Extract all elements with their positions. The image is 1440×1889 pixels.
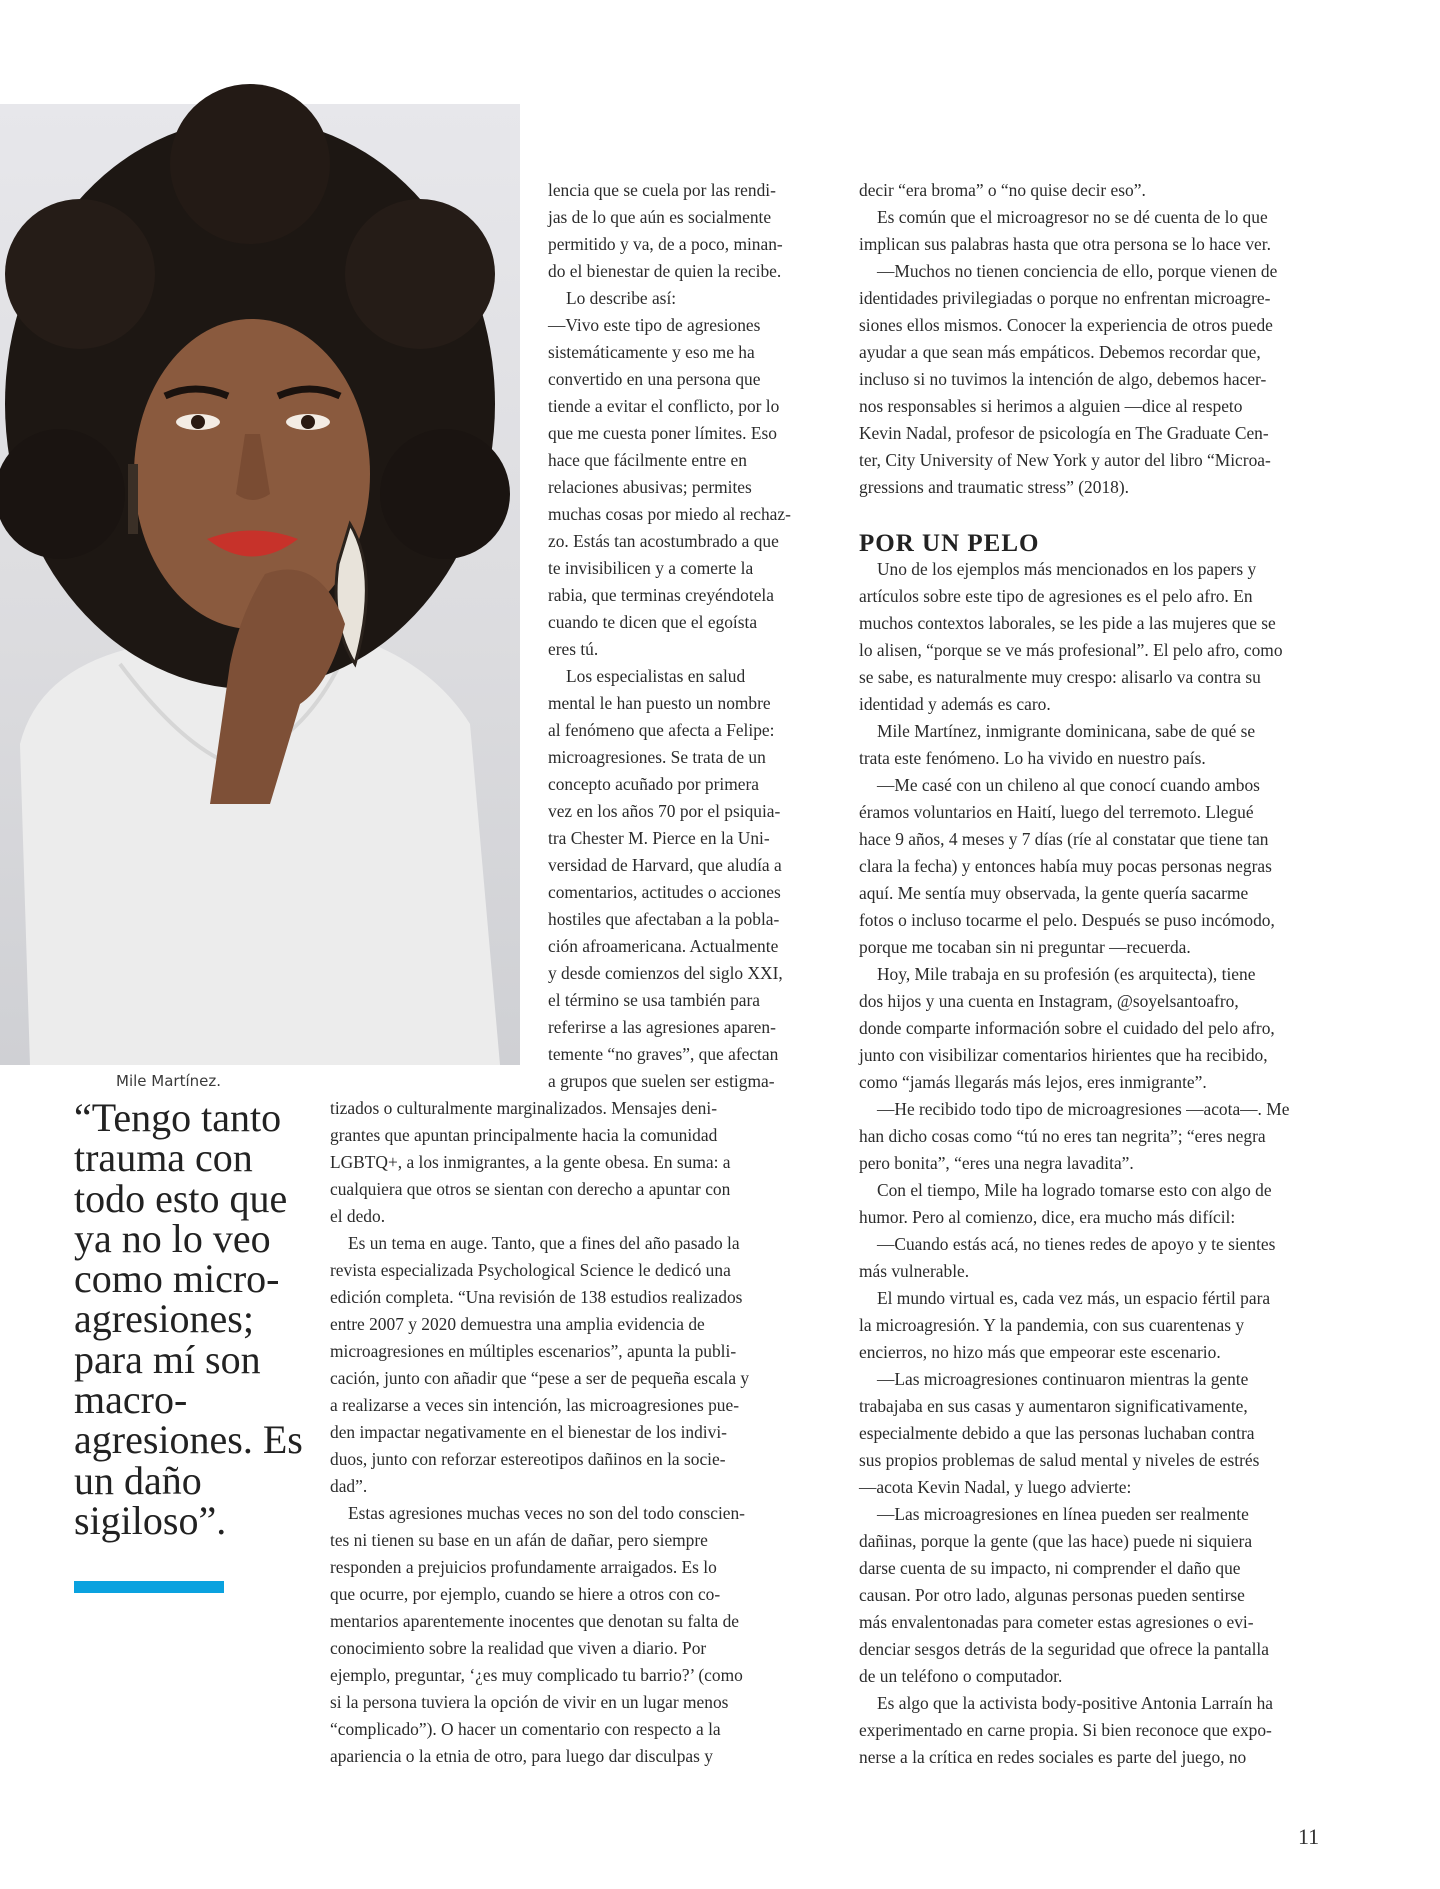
text-line: mental le han puesto un nombre	[548, 693, 771, 713]
text-line: trabajaba en sus casas y aumentaron significativamente,	[859, 1396, 1248, 1416]
text-line: versidad de Harvard, que aludía a	[548, 855, 782, 875]
text-line: permitido y va, de a poco, minan-	[548, 234, 783, 254]
text-line: donde comparte información sobre el cuidado del pelo afro,	[859, 1018, 1275, 1038]
text-line: tizados o culturalmente marginalizados. Mensajes deni-	[330, 1098, 717, 1118]
page-number: 11	[1298, 1824, 1320, 1849]
text-line: —Las microagresiones en línea pueden ser realmente	[877, 1504, 1249, 1524]
text-line: LGBTQ+, a los inmigrantes, a la gente obesa. En suma: a	[330, 1152, 731, 1172]
text-line: se sabe, es naturalmente muy crespo: alisarlo va contra su	[859, 667, 1261, 687]
text-line: microagresiones en múltiples escenarios”, apunta la publi-	[330, 1341, 737, 1361]
text-line: Mile Martínez, inmigrante dominicana, sabe de qué se	[877, 721, 1256, 741]
text-line: ejemplo, preguntar, ‘¿es muy complicado tu barrio?’ (como	[330, 1665, 743, 1685]
text-line: Estas agresiones muchas veces no son del todo conscien-	[348, 1503, 745, 1523]
text-line: cuando te dicen que el egoísta	[548, 612, 758, 632]
text-line: tra Chester M. Pierce en la Uni-	[548, 828, 770, 848]
photo-caption: Mile Martínez.	[116, 1072, 221, 1090]
text-line: ter, City University of New York y autor del libro “Microa-	[859, 450, 1271, 470]
text-line: muchos contextos laborales, se les pide a las mujeres que se	[859, 613, 1276, 633]
text-line: darse cuenta de su impacto, ni comprender el daño que	[859, 1558, 1241, 1578]
text-line: si la persona tuviera la opción de vivir en un lugar menos	[330, 1692, 729, 1712]
text-line: éramos voluntarios en Haití, luego del terremoto. Llegué	[859, 802, 1254, 822]
portrait-photo	[0, 104, 520, 1090]
text-line: gressions and traumatic stress” (2018).	[859, 477, 1129, 497]
text-line: aquí. Me sentía muy observada, la gente quería sacarme	[859, 883, 1249, 903]
text-line: zo. Estás tan acostumbrado a que	[548, 531, 779, 551]
text-line: dos hijos y una cuenta en Instagram, @soyelsantoafro,	[859, 991, 1239, 1011]
text-line: pero bonita”, “eres una negra lavadita”.	[859, 1153, 1134, 1173]
text-line: nerse a la crítica en redes sociales es parte del juego, no	[859, 1747, 1247, 1767]
text-line: encierros, no hizo más que empeorar este escenario.	[859, 1342, 1221, 1362]
text-line: clara la fecha) y entonces había muy pocas personas negras	[859, 856, 1272, 876]
text-line: experimentado en carne propia. Si bien reconoce que expo-	[859, 1720, 1272, 1740]
text-line: la microagresión. Y la pandemia, con sus cuarentenas y	[859, 1315, 1245, 1335]
text-line: que me cuesta poner límites. Eso	[548, 423, 777, 443]
text-line: Lo describe así:	[566, 288, 677, 308]
text-line: fotos o incluso tocarme el pelo. Después se puso incómodo,	[859, 910, 1275, 930]
text-line: hace 9 años, 4 meses y 7 días (ríe al constatar que tiene tan	[859, 829, 1269, 849]
text-line: duos, junto con reforzar estereotipos dañinos en la socie-	[330, 1449, 726, 1469]
text-line: cualquiera que otros se sientan con derecho a apuntar con	[330, 1179, 731, 1199]
text-line: mentarios aparentemente inocentes que denotan su falta de	[330, 1611, 739, 1631]
text-line: den impactar negativamente en el bienestar de los indivi-	[330, 1422, 727, 1442]
text-line: te invisibilicen y a comerte la	[548, 558, 754, 578]
text-line: sus propios problemas de salud mental y niveles de estrés	[859, 1450, 1260, 1470]
text-line: apariencia o la etnia de otro, para luego dar disculpas y	[330, 1746, 713, 1766]
text-line: Con el tiempo, Mile ha logrado tomarse esto con algo de	[877, 1180, 1272, 1200]
text-line: identidades privilegiadas o porque no enfrentan microagre-	[859, 288, 1271, 308]
text-line: do el bienestar de quien la recibe.	[548, 261, 782, 281]
text-line: —Muchos no tienen conciencia de ello, porque vienen de	[877, 261, 1278, 281]
text-line: —Vivo este tipo de agresiones	[548, 315, 761, 335]
text-line: porque me tocaban sin ni preguntar —recuerda.	[859, 937, 1191, 957]
text-line: nos responsables si herimos a alguien —dice al respeto	[859, 396, 1243, 416]
text-line: el dedo.	[330, 1206, 386, 1226]
text-line: concepto acuñado por primera	[548, 774, 760, 794]
text-line: siones ellos mismos. Conocer la experiencia de otros puede	[859, 315, 1273, 335]
text-line: eres tú.	[548, 639, 599, 659]
text-line: denciar sesgos detrás de la seguridad que ofrece la pantalla	[859, 1639, 1269, 1659]
text-line: especialmente debido a que las personas luchaban contra	[859, 1423, 1255, 1443]
text-line: rabia, que terminas creyéndotela	[548, 585, 774, 605]
text-line: hostiles que afectaban a la pobla-	[548, 909, 780, 929]
pull-quote: “Tengo tanto trauma con todo esto que ya no lo veo como micro-agresiones; para mí son macro-agresiones. Es un daño sigiloso”.	[74, 1095, 303, 1543]
text-line: identidad y además es caro.	[859, 694, 1051, 714]
text-line: ción afroamericana. Actualmente	[548, 936, 779, 956]
text-line: cación, junto con añadir que “pese a ser de pequeña escala y	[330, 1368, 750, 1388]
text-line: —Las microagresiones continuaron mientras la gente	[877, 1369, 1249, 1389]
section-subhead: POR UN PELO	[859, 530, 1040, 557]
text-line: sistemáticamente y eso me ha	[548, 342, 755, 362]
text-line: convertido en una persona que	[548, 369, 761, 389]
text-line: entre 2007 y 2020 demuestra una amplia evidencia de	[330, 1314, 705, 1334]
text-line: —acota Kevin Nadal, y luego advierte:	[859, 1477, 1132, 1497]
text-line: Los especialistas en salud	[566, 666, 746, 686]
text-line: al fenómeno que afecta a Felipe:	[548, 720, 775, 740]
text-line: incluso si no tuvimos la intención de algo, debemos hacer-	[859, 369, 1267, 389]
text-line: jas de lo que aún es socialmente	[548, 207, 772, 227]
text-line: Uno de los ejemplos más mencionados en los papers y	[877, 559, 1257, 579]
text-line: —Me casé con un chileno al que conocí cuando ambos	[877, 775, 1260, 795]
text-line: grantes que apuntan principalmente hacia la comunidad	[330, 1125, 718, 1145]
text-line: Kevin Nadal, profesor de psicología en The Graduate Cen-	[859, 423, 1269, 443]
text-line: implican sus palabras hasta que otra persona se lo hace ver.	[859, 234, 1271, 254]
text-line: más envalentonadas para cometer estas agresiones o evi-	[859, 1612, 1254, 1632]
text-line: han dicho cosas como “tú no eres tan negrita”; “eres negra	[859, 1126, 1266, 1146]
text-line: dad”.	[330, 1476, 368, 1496]
text-line: microagresiones. Se trata de un	[548, 747, 766, 767]
text-line: Es común que el microagresor no se dé cuenta de lo que	[877, 207, 1268, 227]
text-line: que ocurre, por ejemplo, cuando se hiere a otros con co-	[330, 1584, 721, 1604]
text-line: —He recibido todo tipo de microagresiones —acota—. Me	[877, 1099, 1290, 1119]
text-line: responden a prejuicios profundamente arraigados. Es lo	[330, 1557, 717, 1577]
text-line: ayudar a que sean más empáticos. Debemos recordar que,	[859, 342, 1261, 362]
text-line: más vulnerable.	[859, 1261, 970, 1281]
text-line: relaciones abusivas; permites	[548, 477, 752, 497]
text-line: y desde comienzos del siglo XXI,	[548, 963, 783, 983]
text-line: decir “era broma” o “no quise decir eso”.	[859, 180, 1146, 200]
text-line: referirse a las agresiones aparen-	[548, 1017, 776, 1037]
text-line: el término se usa también para	[548, 990, 760, 1010]
text-line: causan. Por otro lado, algunas personas pueden sentirse	[859, 1585, 1245, 1605]
text-line: vez en los años 70 por el psiquia-	[548, 801, 781, 821]
text-line: Es algo que la activista body-positive Antonia Larraín ha	[877, 1693, 1274, 1713]
portrait-illustration	[0, 104, 520, 1065]
text-line: dañinas, porque la gente (que las hace) puede ni siquiera	[859, 1531, 1253, 1551]
text-line: muchas cosas por miedo al rechaz-	[548, 504, 791, 524]
text-line: hace que fácilmente entre en	[548, 450, 747, 470]
text-line: trata este fenómeno. Lo ha vivido en nuestro país.	[859, 748, 1206, 768]
text-line: a realizarse a veces sin intención, las microagresiones pue-	[330, 1395, 739, 1415]
text-line: junto con visibilizar comentarios hirientes que ha recibido,	[859, 1045, 1268, 1065]
text-line: de un teléfono o computador.	[859, 1666, 1063, 1686]
text-line: edición completa. “Una revisión de 138 estudios realizados	[330, 1287, 743, 1307]
text-line: comentarios, actitudes o acciones	[548, 882, 781, 902]
pull-quote-accent-bar	[74, 1581, 224, 1593]
text-line: artículos sobre este tipo de agresiones es el pelo afro. En	[859, 586, 1253, 606]
text-line: lo alisen, “porque se ve más profesional”. El pelo afro, como	[859, 640, 1283, 660]
text-line: como “jamás llegarás más lejos, eres inmigrante”.	[859, 1072, 1207, 1092]
text-line: Hoy, Mile trabaja en su profesión (es arquitecta), tiene	[877, 964, 1256, 984]
text-line: revista especializada Psychological Science le dedicó una	[330, 1260, 731, 1280]
text-line: conocimiento sobre la realidad que viven a diario. Por	[330, 1638, 707, 1658]
text-line: El mundo virtual es, cada vez más, un espacio fértil para	[877, 1288, 1271, 1308]
text-line: tiende a evitar el conflicto, por lo	[548, 396, 780, 416]
text-line: humor. Pero al comienzo, dice, era mucho más difícil:	[859, 1207, 1236, 1227]
text-line: a grupos que suelen ser estigma-	[548, 1071, 775, 1091]
text-line: “complicado”). O hacer un comentario con respecto a la	[330, 1719, 721, 1739]
text-line: lencia que se cuela por las rendi-	[548, 180, 776, 200]
text-line: tes ni tienen su base en un afán de dañar, pero siempre	[330, 1530, 708, 1550]
text-line: temente “no graves”, que afectan	[548, 1044, 779, 1064]
text-line: Es un tema en auge. Tanto, que a fines del año pasado la	[348, 1233, 740, 1253]
text-line: —Cuando estás acá, no tienes redes de apoyo y te sientes	[877, 1234, 1276, 1254]
